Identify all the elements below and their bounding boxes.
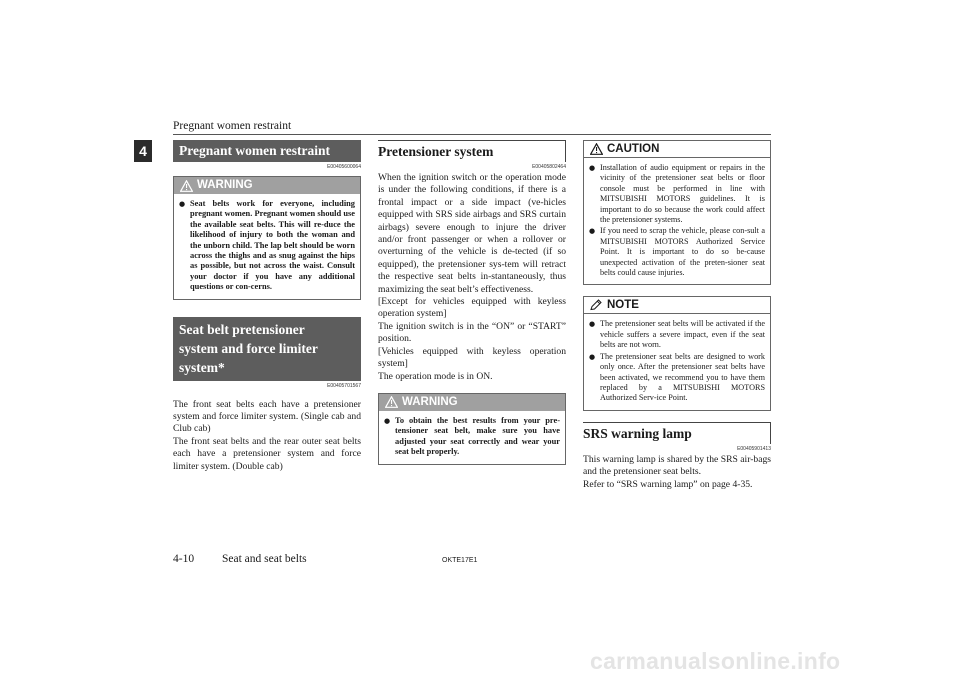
running-header: Pregnant women restraint: [173, 120, 292, 132]
warning-item: [384, 416, 560, 458]
header-rule: [173, 134, 771, 135]
section-heading-pretensioner: Pretensioner system: [378, 140, 566, 162]
note-box: [583, 296, 771, 410]
warning-item: [179, 199, 355, 293]
caution-body: [584, 158, 770, 284]
bullet-icon: ●: [179, 200, 186, 208]
paragraph: Refer to “SRS warning lamp” on page 4-35.: [583, 478, 753, 490]
caution-header: [584, 141, 770, 158]
warning-triangle-icon: [180, 180, 193, 192]
warning-triangle-icon: [385, 396, 398, 408]
caution-item: [589, 226, 765, 278]
paragraph: This warning lamp is shared by the SRS air-bags and the pretensioner seat belts.: [583, 453, 771, 478]
note-text: The pretensioner seat belts are designed to work only once. After the pretensioner seat belts have been activated, we recommend you to have them replaced by a MITSUBISHI MOTORS Authorized Serv-ice Point.: [600, 351, 765, 403]
note-item: [589, 352, 765, 404]
column-2: [378, 140, 566, 465]
pencil-note-icon: [590, 299, 603, 311]
heading-line: system and force limiter: [179, 340, 318, 356]
warning-text: Seat belts work for everyone, including pregnant women. Pregnant women should use the available seat belts. This will re-duce the likelihood of injury to both the woman and the unborn child. The lap belt should be worn across the thighs and as snug against the hips as possible, but not across the waist. Consult your doctor if you have any additional questions or con-cerns.: [190, 199, 355, 292]
section-code: E00405600064: [327, 164, 361, 170]
section-code: E00405701567: [327, 382, 361, 389]
footer-doc-code: OKTE17E1: [442, 557, 478, 564]
column-1: [173, 140, 361, 473]
heading-line: Seat belt pretensioner: [179, 321, 305, 337]
warning-box: [173, 176, 361, 300]
paragraph: [Except for vehicles equipped with keyless operation system]: [378, 296, 566, 320]
note-label: NOTE: [607, 298, 639, 311]
note-text: The pretensioner seat belts will be activated if the vehicle suffers a severe impact, even if the seat belts are not worn.: [600, 319, 765, 350]
section-heading-pretensioner-force: [173, 317, 361, 381]
section-code: E00405802464: [532, 164, 566, 170]
warning-body: [174, 194, 360, 299]
section-heading-srs-lamp: SRS warning lamp: [583, 422, 771, 444]
bullet-icon: ●: [589, 320, 596, 329]
caution-label: CAUTION: [607, 142, 660, 155]
warning-body: [379, 411, 565, 464]
note-header: [584, 297, 770, 314]
bullet-icon: ●: [589, 227, 596, 236]
paragraph: The front seat belts each have a pretensioner system and force limiter system. (Single cab and Club cab): [173, 398, 361, 435]
section-heading-pregnant: Pregnant women restraint: [173, 140, 361, 162]
caution-text: Installation of audio equipment or repairs in the vicinity of the pretensioner seat belts or floor console must be performed in line with MITSUBISHI MOTORS guidelines. It is important to do so because the work could affect the pretensioner systems.: [600, 163, 765, 225]
bullet-icon: ●: [589, 352, 596, 361]
paragraph: The front seat belts and the rear outer seat belts each have a pretensioner system and force limiter system. (Double cab): [173, 435, 361, 472]
heading-line: system*: [179, 359, 225, 375]
note-item: [589, 319, 765, 350]
note-body: [584, 314, 770, 409]
chapter-tab: 4: [134, 140, 152, 162]
paragraph: The operation mode is in ON.: [378, 370, 493, 382]
footer-chapter-title: Seat and seat belts: [222, 553, 307, 565]
caution-triangle-icon: [590, 143, 603, 155]
paragraph: The ignition switch is in the “ON” or “START” position.: [378, 320, 566, 345]
column-3: [583, 140, 771, 491]
warning-header: [174, 177, 360, 194]
warning-label: WARNING: [197, 179, 253, 191]
caution-box: [583, 140, 771, 285]
caution-text: If you need to scrap the vehicle, please con-sult a MITSUBISHI MOTORS Authorized Service Point. It is important to do so be-cause unexpected activation of the preten-sioner seat belts could cause injuries.: [600, 226, 765, 278]
paragraph: [Vehicles equipped with keyless operation system]: [378, 345, 566, 370]
warning-text: To obtain the best results from your pre-tensioner seat belt, make sure you have adjusted your seat correctly and wear your seat belt properly.: [395, 415, 560, 457]
footer-page-number: 4-10: [173, 553, 195, 565]
watermark: carmanualsonline.info: [590, 648, 841, 674]
section-code: E00405901413: [737, 445, 771, 452]
warning-header: [379, 394, 565, 411]
bullet-icon: ●: [384, 416, 391, 425]
caution-item: [589, 163, 765, 225]
warning-label: WARNING: [402, 395, 458, 408]
paragraph: When the ignition switch or the operation mode is under the following conditions, if there is a frontal impact or a side impact (ve-hicles equipped with SRS side airbags and SRS curtain airbags) severe enough to injure the driver and/or front passenger or when a rollover or overturning of the vehicle is de-tected (if so equipped), the pretensioner sys-tem will retract the respective seat belts in-stantaneously, thus maximizing the seat belt’s effectiveness.: [378, 172, 566, 295]
bullet-icon: ●: [589, 164, 596, 172]
warning-box: [378, 393, 566, 465]
